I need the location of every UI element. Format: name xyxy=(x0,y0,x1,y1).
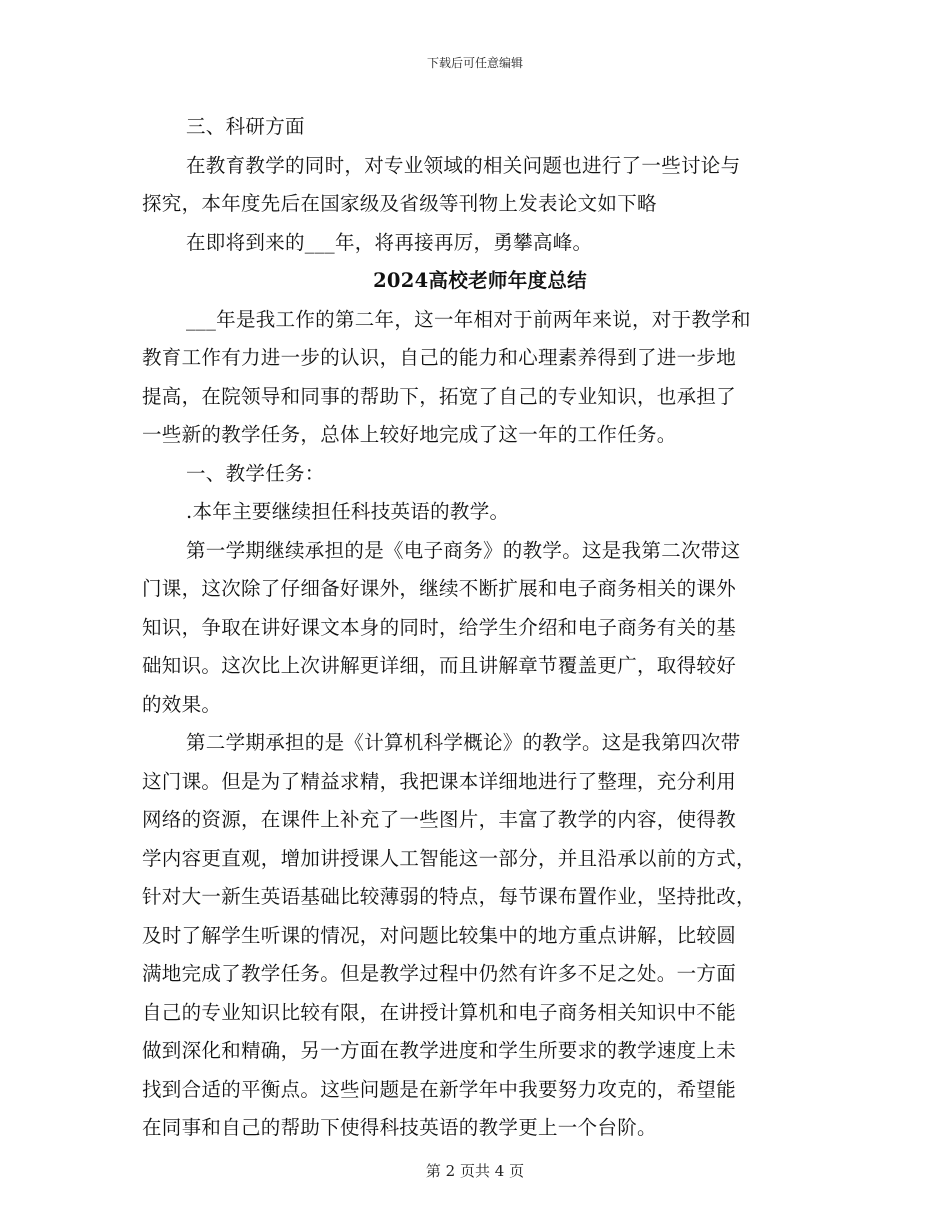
paragraph-line: .本年主要继续担任科技英语的教学。 xyxy=(186,500,510,523)
paragraph-line: 门课，这次除了仔细备好课外，继续不断扩展和电子商务相关的课外 xyxy=(142,577,737,600)
paragraph-line: 满地完成了教学任务。但是教学过程中仍然有许多不足之处。一方面 xyxy=(142,962,737,985)
paragraph-line: 这门课。但是为了精益求精，我把课本详细地进行了整理，充分利用 xyxy=(142,769,737,793)
paragraph-line: 在教育教学的同时，对专业领域的相关问题也进行了一些讨论与 xyxy=(186,153,741,177)
paragraph-line: 及时了解学生听课的情况，对问题比较集中的地方重点讲解，比较圆 xyxy=(142,923,737,947)
paragraph-line: 针对大一新生英语基础比较薄弱的特点，每节课布置作业，坚持批改， xyxy=(142,885,756,908)
page-header: 下载后可任意编辑 xyxy=(426,56,523,70)
paragraph-line: 在即将到来的___年，将再接再厉，勇攀高峰。 xyxy=(186,230,593,254)
document-title: 2024高校老师年度总结 xyxy=(373,269,587,292)
paragraph-line: 一些新的教学任务，总体上较好地完成了这一年的工作任务。 xyxy=(142,423,677,446)
page-footer: 第 2 页共 4 页 xyxy=(425,1162,525,1180)
paragraph-line: 第一学期继续承担的是《电子商务》的教学。这是我第二次带这 xyxy=(186,538,741,562)
paragraph-line: 找到合适的平衡点。这些问题是在新学年中我要努力攻克的，希望能 xyxy=(142,1077,737,1101)
paragraph-line: 在同事和自己的帮助下使得科技英语的教学更上一个台阶。 xyxy=(142,1116,657,1139)
paragraph-line: 第二学期承担的是《计算机科学概论》的教学。这是我第四次带 xyxy=(186,731,741,754)
paragraph-line: 网络的资源，在课件上补充了一些图片，丰富了教学的内容，使得教 xyxy=(142,808,737,831)
paragraph-line: 教育工作有力进一步的认识，自己的能力和心理素养得到了进一步地 xyxy=(142,346,737,369)
paragraph-line: 学内容更直观，增加讲授课人工智能这一部分，并且沿承以前的方式， xyxy=(142,846,756,870)
paragraph-line: ___年是我工作的第二年，这一年相对于前两年来说，对于教学和 xyxy=(186,307,751,331)
section-heading-teaching: 一、教学任务： xyxy=(186,461,325,485)
paragraph-line: 做到深化和精确，另一方面在教学进度和学生所要求的教学速度上未 xyxy=(142,1039,737,1062)
paragraph-line: 知识，争取在讲好课文本身的同时，给学生介绍和电子商务有关的基 xyxy=(142,615,737,639)
paragraph-line: 的效果。 xyxy=(142,692,222,716)
document-body xyxy=(142,108,808,1148)
paragraph-line: 础知识。这次比上次讲解更详细，而且讲解章节覆盖更广，取得较好 xyxy=(142,654,737,677)
paragraph-line: 自己的专业知识比较有限，在讲授计算机和电子商务相关知识中不能 xyxy=(142,1000,737,1024)
section-heading-research: 三、科研方面 xyxy=(186,115,305,138)
paragraph-line: 探究，本年度先后在国家级及省级等刊物上发表论文如下略 xyxy=(142,192,657,215)
paragraph-line: 提高，在院领导和同事的帮助下，拓宽了自己的专业知识，也承担了 xyxy=(142,384,737,408)
